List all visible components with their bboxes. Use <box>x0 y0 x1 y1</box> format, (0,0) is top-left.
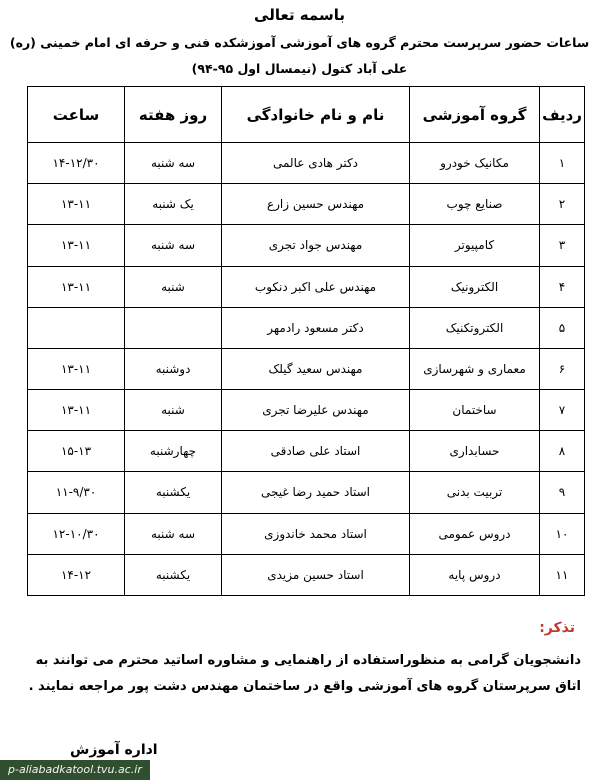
cell-name: دکتر مسعود رادمهر <box>222 307 410 348</box>
cell-no: ۱ <box>540 143 585 184</box>
cell-time: ۱۴-۱۲ <box>28 554 125 595</box>
cell-name: مهندس علی اکبر دنکوب <box>222 266 410 307</box>
note-heading: تذکر: <box>539 620 575 636</box>
table-row <box>28 390 585 431</box>
cell-day: یکشنبه <box>125 554 222 595</box>
cell-no: ۸ <box>540 431 585 472</box>
table-row <box>28 143 585 184</box>
cell-day: سه شنبه <box>125 225 222 266</box>
cell-group: معماری و شهرسازی <box>410 348 540 389</box>
header-row-no: ردیف <box>540 87 585 143</box>
cell-time: ۱۳-۱۱ <box>28 390 125 431</box>
table-row <box>28 431 585 472</box>
cell-name: استاد حسین مزیدی <box>222 554 410 595</box>
cell-day: چهارشنبه <box>125 431 222 472</box>
watermark: p-aliabadkatool.tvu.ac.ir <box>0 760 150 780</box>
cell-name: استاد محمد خاندوزی <box>222 513 410 554</box>
cell-no: ۴ <box>540 266 585 307</box>
cell-no: ۳ <box>540 225 585 266</box>
cell-name: مهندس جواد تجری <box>222 225 410 266</box>
table-header-row <box>28 87 585 143</box>
document-subtitle: ساعات حضور سرپرست محترم گروه های آموزشی آموزشکده فنی و حرفه ای امام خمینی (ره) <box>9 35 590 50</box>
cell-no: ۹ <box>540 472 585 513</box>
cell-time <box>28 307 125 348</box>
cell-day: دوشنبه <box>125 348 222 389</box>
cell-group: کامپیوتر <box>410 225 540 266</box>
schedule-table <box>27 86 585 596</box>
signature: اداره آموزش <box>70 742 158 758</box>
cell-group: دروس پایه <box>410 554 540 595</box>
cell-no: ۲ <box>540 184 585 225</box>
cell-time: ۱۳-۱۱ <box>28 225 125 266</box>
cell-group: تربیت بدنی <box>410 472 540 513</box>
cell-day: شنبه <box>125 266 222 307</box>
table-row <box>28 513 585 554</box>
cell-no: ۷ <box>540 390 585 431</box>
header-name: نام و نام خانوادگی <box>222 87 410 143</box>
header-day: روز هفته <box>125 87 222 143</box>
cell-day: سه شنبه <box>125 513 222 554</box>
table-row <box>28 266 585 307</box>
cell-no: ۱۱ <box>540 554 585 595</box>
cell-no: ۶ <box>540 348 585 389</box>
cell-time: ۱۴-۱۲/۳۰ <box>28 143 125 184</box>
cell-name: مهندس علیرضا تجری <box>222 390 410 431</box>
cell-group: دروس عمومی <box>410 513 540 554</box>
cell-day <box>125 307 222 348</box>
cell-name: مهندس حسین زارع <box>222 184 410 225</box>
cell-name: استاد علی صادقی <box>222 431 410 472</box>
table-row <box>28 348 585 389</box>
cell-day: یکشنبه <box>125 472 222 513</box>
cell-name: مهندس سعید گیلک <box>222 348 410 389</box>
cell-group: حسابداری <box>410 431 540 472</box>
header-time: ساعت <box>28 87 125 143</box>
cell-day: یک شنبه <box>125 184 222 225</box>
note-text: دانشجویان گرامی به منظوراستفاده از راهنمایی و مشاوره اساتید محترم می توانند به اتاق سرپرستان گروه های آموزشی واقع در ساختمان مهندس دشت پور مراجعه نمایند . <box>28 653 581 694</box>
cell-group: صنایع چوب <box>410 184 540 225</box>
cell-group: الکتروتکنیک <box>410 307 540 348</box>
cell-day: شنبه <box>125 390 222 431</box>
cell-time: ۱۳-۱۱ <box>28 184 125 225</box>
cell-no: ۱۰ <box>540 513 585 554</box>
cell-time: ۱۱-۹/۳۰ <box>28 472 125 513</box>
table-row <box>28 307 585 348</box>
cell-time: ۱۵-۱۳ <box>28 431 125 472</box>
cell-time: ۱۳-۱۱ <box>28 266 125 307</box>
cell-day: سه شنبه <box>125 143 222 184</box>
table-row <box>28 225 585 266</box>
table-row <box>28 472 585 513</box>
cell-no: ۵ <box>540 307 585 348</box>
cell-name: استاد حمید رضا غیجی <box>222 472 410 513</box>
cell-time: ۱۳-۱۱ <box>28 348 125 389</box>
cell-group: الکترونیک <box>410 266 540 307</box>
document-subtitle-2: علی آباد کتول (نیمسال اول ۹۵-۹۴) <box>191 61 408 76</box>
document-title: باسمه تعالی <box>254 6 345 24</box>
cell-group: مکانیک خودرو <box>410 143 540 184</box>
cell-name: دکتر هادی عالمی <box>222 143 410 184</box>
header-group: گروه آموزشی <box>410 87 540 143</box>
cell-time: ۱۲-۱۰/۳۰ <box>28 513 125 554</box>
cell-group: ساختمان <box>410 390 540 431</box>
table-row <box>28 184 585 225</box>
table-row <box>28 554 585 595</box>
